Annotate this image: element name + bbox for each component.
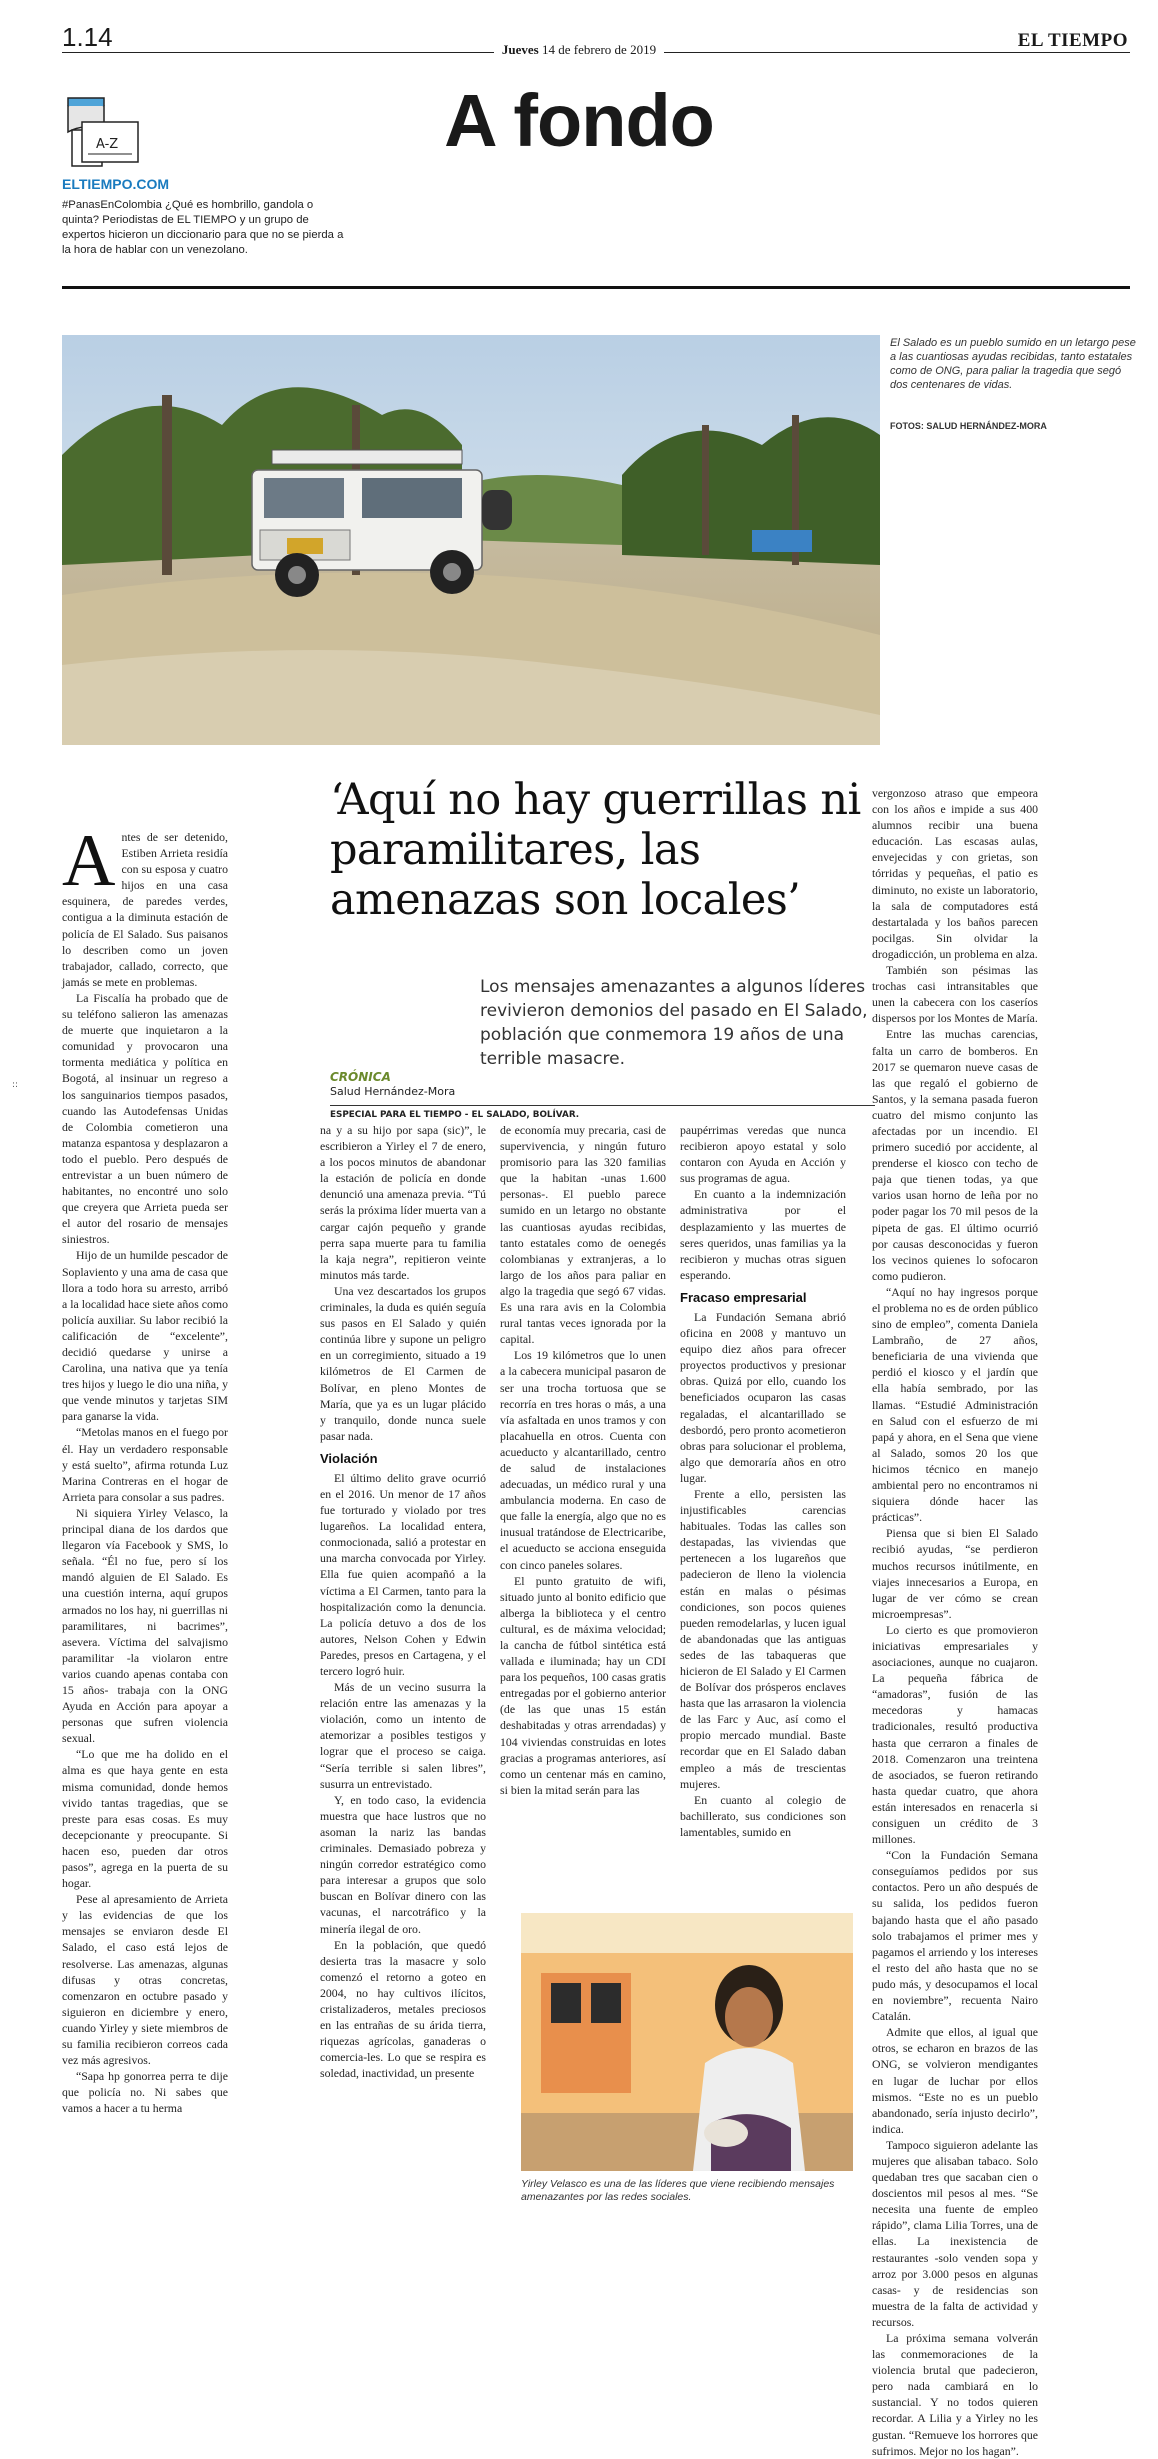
inset-caption: Yirley Velasco es una de las líderes que viene recibiendo mensajes amenazantes por las redes sociales. [521, 2178, 835, 2203]
body-paragraph: Hijo de un humilde pescador de Soplaviento y una ama de casa que llora a todo hora su arresto, arribó a la localidad hace siete años como policía auxiliar. Su labor recibió la calificación de “excelente”, decidió quedarse y unirse a Carolina, una nativa que ya tenía tres hijos y luego le dio una niña, y que vende minutos y tarjetas SIM para ganarse la vida. [62, 1248, 228, 1424]
body-paragraph: En cuanto a la indemnización administrativa por el desplazamiento y las muertes de seres queridos, unas familias ya la recibieron y muchas otras siguen esperando. [680, 1187, 846, 1282]
body-paragraph [62, 820, 228, 990]
web-tease: #PanasEnColombia ¿Qué es hombrillo, gandola o quinta? Periodistas de EL TIEMPO y un grupo de expertos hicieron un diccionario para que no se pierda a la hora de hablar con un venezolano. [62, 199, 344, 256]
svg-text:A-Z: A-Z [96, 137, 119, 152]
body-paragraph: En cuanto al colegio de bachillerato, sus condiciones son lamentables, sumido en [680, 1792, 846, 1839]
newspaper-brand: EL TIEMPO [1010, 30, 1128, 52]
site-name[interactable]: ELTIEMPO.COM [62, 176, 170, 192]
body-paragraph: vergonzoso atraso que empeora con los años e impide a sus 400 alumnos recibir una buena educación. Las escasas aulas, envejecidas y con grietas, son tórridas y pequeñas, el patio es diminuto, no existe un laboratorio, la sala de computadores está destartalada y los baños parecen pocilgas. Sin olvidar la drogadicción, un problema en alza. [872, 786, 1038, 961]
body-column-1 [62, 820, 228, 2224]
body-paragraph: Los 19 kilómetros que lo unen a la cabecera municipal pasaron de ser una trocha tortuosa que se recorría en tres horas o más, a una vía asfaltada en unos tramos y con placahuella en otros. Cuenta con acueducto y alcantarillado, centro de salud de instalaciones adecuadas, un médico rural y una ambulancia moderna. En caso de que falle la energía, algo que no es inusual tratándose de Electricaribe, el acueducto se acciona enseguida con cinco paneles solares. [500, 1348, 666, 1572]
section-rule [62, 286, 1130, 289]
body-column-2 [320, 1122, 486, 2224]
body-paragraph: Una vez descartados los grupos criminales, la duda es quién seguía sus pasos en El Salado y quién continúa libre y supone un peligro en un corregimiento, situado a 19 kilómetros de El Carmen de Bolívar, en pleno Montes de María, que ya es un lugar plácido y tranquilo, donde nunca suele pasar nada. [320, 1283, 486, 1443]
body-paragraph: Ni siquiera Yirley Velasco, la principal diana de los dardos que llegaron vía Facebook y SMS, lo señala. “Él no fue, pero sí los mandó alguien de El Salado. Es una cuestión interna, aquí grupos armados no los hay, ni guerrillas ni paramilitares, ni bacrimes”, asevera. Víctima del salvajismo paramilitar -la violaron entre varios cuando apenas contaba con 15 años- trabaja con la ONG Ayuda en Acción para apoyar a personas que sufren violencia sexual. [62, 1505, 228, 1746]
issue-date-rest: 14 de febrero de 2019 [542, 42, 657, 57]
subhead: Violación [320, 1450, 378, 1466]
body-paragraph: Frente a ello, persisten las injustificables carencias habituales. Todas las calles son destapadas, las viviendas que pertenecen a los lugareños que padecieron de lleno la violencia están en malas o pésimas condiciones, son pocos quienes pueden remodelarlas, y lucen igual de abandonadas que las antiguas sedes de las tabaqueras que hicieron de El Salado y El Carmen de Bolívar dos prósperos enclaves hasta que las arrasaron la violencia de las Farc y Auc, así como el propio mercado mundial. Baste recordar que en El Salado daban empleo a más de trescientas mujeres. [680, 1486, 846, 1791]
body-paragraph: “Metolas manos en el fuego por él. Hay un verdadero responsable y está suelto”, afirma rotunda Luz Marina Contreras en el hogar de Arrieta para consolar a sus padres. [62, 1425, 228, 1504]
dictionary-icon [62, 92, 144, 172]
body-paragraph: El punto gratuito de wifi, situado junto al bonito edificio que alberga la biblioteca y el centro cultural, es de máxima velocidad; la cancha de fútbol sintética está vallada e iluminada; hay un CDI para los pequeños, 100 casas gratis entregadas por el gobierno anterior (de las que unas 15 están deshabitadas y otras arrendadas) y 104 viviendas construidas en lotes gracias a programas anteriores, así como un centenar más en camino, si bien la mitad serán para las [500, 1573, 666, 1797]
issue-date-day: Jueves [501, 42, 539, 57]
body-paragraph: “Con la Fundación Semana conseguíamos pedidos por sus contactos. Pero un año después de su salida, los pedidos fueron bajando hasta que el año pasado solo trabajamos el primer mes y pagamos el arriendo y los intereses el resto del año hasta que no se pudo más, y desocupamos el local en noviembre”, recuenta Nairo Catalán. [872, 1848, 1038, 2024]
body-paragraph: Piensa que si bien El Salado recibió ayudas, “se perdieron muchos recursos inútilmente, en viajes innecesarios a Europa, en lugar de ver cómo se crean microempresas”. [872, 1526, 1038, 1621]
photo-credit: FOTOS: SALUD HERNÁNDEZ-MORA [890, 421, 1047, 431]
body-paragraph: Más de un vecino susurra la relación entre las amenazas y la violación, como un intento de atemorizar a posibles testigos y lograr que el proceso se caiga. “Sería terrible si salen libres”, susurra un entrevistado. [320, 1680, 486, 1791]
drop-cap: A [62, 820, 116, 902]
inset-photo [521, 1913, 853, 2171]
body-paragraph: La próxima semana volverán las conmemoraciones de la violencia brutal que padecieron, pero nada cambiará en lo sustancial. Y no todos quieren recordar. A Lilia y a Yirley no les gustan. “Remueve los horrores que sufrimos. Mejor no los hagan”. [872, 2331, 1038, 2458]
article-dateline: ESPECIAL PARA EL TIEMPO - EL SALADO, BOLÍVAR. [330, 1110, 580, 1120]
subhead: Fracaso empresarial [680, 1289, 807, 1305]
article-dek: Los mensajes amenazantes a algunos líderes revivieron demonios del pasado en El Salado, población que conmemora 19 años de una terrible masacre. [480, 977, 868, 1069]
body-paragraph: Entre las muchas carencias, falta un carro de bomberos. En 2017 se quemaron nueve casas de las que regaló el gobierno de Santos, y la semana pasada fueron cuatro del mismo conjunto las afectadas por un incendio. El primero sucedió por accidente, al prenderse el kiosco con techo de paja que tienen todas, ya que varios usan horno de leña por no poder pagar los 70 mil pesos de la pipeta de gas. El último ocurrió por causas desconocidas y fueron los vecinos quienes lo sofocaron como pudieron. [872, 1027, 1038, 1283]
dateline-rule [330, 1105, 875, 1106]
lead-text: ntes de ser detenido, Estiben Arrieta residía con su esposa y cuatro hijos en una casa esquinera, de paredes verdes, contigua a la diminuta estación de policía de El Salado. Sus paisanos lo describen como un joven trabajador, callado, correcto, que jamás se mete en problemas. [62, 830, 228, 989]
body-paragraph: También son pésimas las trochas casi intransitables que unen la cabecera con los caseríos dispersos por los Montes de María. [872, 963, 1038, 1026]
article-kicker: CRÓNICA [330, 1070, 391, 1084]
body-paragraph: paupérrimas veredas que nunca recibieron apoyo estatal y solo contaron con Ayuda en Acción y sus programas de agua. [680, 1123, 846, 1186]
body-paragraph: La Fiscalía ha probado que de su teléfono salieron las amenazas de muerte que inquietaron a la comunidad y provocaron una tormenta mediática y política en Bogotá, al insinuar un regreso a los sanguinarios tiempos pasados, cuando las Autodefensas Unidas de Colombia cometieron una matanza espantosa y desplazaron a todo el pueblo. Pero después de entrevistar a un buen número de habitantes, no encontré uno solo que creyera que Arrieta pueda ser el autor del rosario de mensajes siniestros. [62, 990, 228, 1247]
body-paragraph: En la población, que quedó desierta tras la masacre y solo comenzó el retorno a goteo en 2004, no hay cultivos ilícitos, cristalizaderos, metales preciosos en las entrañas de su árida tierra, riquezas agrícolas, ganaderas o comercia-les. Lo que se respira es soledad, inactividad, un presente [320, 1937, 486, 2081]
body-paragraph: na y a su hijo por sapa (sic)”, le escribieron a Yirley el 7 de enero, a los pocos minutos de abandonar la estación de policía en donde denunció una amenaza previa. “Tú serás la próxima líder muerta van a cargar cajón pequeño y grande perra sapa muerte para tu familia la kaja negra”, repitieron veinte minutos más tarde. [320, 1123, 486, 1282]
article-headline: ‘Aquí no hay guerrillas ni paramilitares, las amenazas son locales’ [330, 775, 861, 925]
body-paragraph: Pese al apresamiento de Arrieta y las evidencias de que los mensajes se enviaron desde El Salado, el caso está lejos de resolverse. Las amenazas, algunas difusas y otras concretas, comenzaron en octubre pasado y siguieron en diciembre y enero, cuando Yirley y siete miembros de su familia recibieron correos cada vez más agresivos. [62, 1892, 228, 2068]
body-column-5 [872, 785, 1038, 2458]
main-photo [62, 335, 880, 745]
body-paragraph: Admite que ellos, al igual que otros, se echaron en brazos de las ONG, se volvieron mendigantes en lugar de luchar por ellos mismos. “Este no es un pueblo abandonado, sería injusto decirlo”, indica. [872, 2025, 1038, 2136]
body-paragraph: “Sapa hp gonorrea perra te dije que policía no. Ni sabes que vamos a hacer a tu herma [62, 2069, 228, 2116]
article-byline: Salud Hernández-Mora [330, 1085, 456, 1098]
body-paragraph: La Fundación Semana abrió oficina en 2008 y mantuvo un equipo diez años para ofrecer proyectos productivos y presionar obras. Quizá por ello, cuando los beneficiados ocuparon las casas regaladas, el alcantarillado se desbordó, pero pronto acometieron obras para solucionar el problema, algo que demoraría años en otro lugar. [680, 1309, 846, 1485]
body-paragraph: de economía muy precaria, casi de supervivencia, y ningún futuro promisorio para las 320 familias que la habitan -unas 1.600 personas-. El pueblo parece sumido en un letargo no obstante las cuantiosas ayudas recibidas, tanto estatales como de oenegés colombianas y extranjeras, a lo largo de los años para paliar en algo la tragedia que segó 67 vidas. Es una rara avis en la Colombia rural tantas veces ignorada por la capital. [500, 1123, 666, 1347]
page-number: 1.14 [62, 22, 113, 52]
margin-mark: :: [12, 1080, 19, 1090]
issue-date [0, 42, 1158, 58]
body-paragraph: Tampoco siguieron adelante las mujeres que alisaban tabaco. Solo quedaban tres que sacaban cien o doscientos mil pesos al mes. “Se necesita una fuente de empleo rápido”, clama Lilia Torres, una de ellas. La inexistencia de restaurantes -solo venden sopa y arroz por 3.000 pesos en algunas casas- y de residencias son muestra de la falta de actividad y recursos. [872, 2137, 1038, 2329]
body-paragraph: Lo cierto es que promovieron iniciativas empresariales y asociaciones, aunque no cuajaron. La pequeña fábrica de “amadoras”, fusión de las mecedoras y hamacas tradicionales, resultó productiva hasta que cerraron a finales de 2018. Comenzaron una treintena de asociados, se fueron retirando hasta quedar cuatro, que ahora están interesados en renacerla si consiguen un crédito de 3 millones. [872, 1622, 1038, 1847]
section-title: A fondo [444, 79, 714, 162]
body-paragraph: Y, en todo caso, la evidencia muestra que hace lustros que no asoman la nariz las bandas criminales. Demasiado pobreza y ningún corredor estratégico como para interesar a grupos que solo buscan en Bolívar dinero con las vacunas, el narcotráfico y la minería ilegal de oro. [320, 1792, 486, 1936]
body-paragraph: El último delito grave ocurrió en el 2016. Un menor de 17 años fue torturado y violado por tres lugareños. La localidad entera, conmocionada, salió a protestar en una marcha convocada por Yirley. Ella fue quien acompañó a la víctima a El Carmen, tanto para la hospitalización como la denuncia. La policía detuvo a dos de los autores, Nelson Cohen y Edwin Paredes, presos en Cartagena, y el tercero logró huir. [320, 1470, 486, 1678]
body-paragraph: “Aquí no hay ingresos porque el problema no es de orden público sino de empleo”, comenta Daniela Lambraño, de 27 años, beneficiaria de una vivienda que perdió el kiosco y el jardín que ella había sembrado, por las llamas. “Estudié Administración en Salud con el esfuerzo de mi papá y ahora, en el Sena que viene al Salado, somos 20 los que hicimos técnico en manejo ambiental pero no encontramos ni siquiera dónde hacer las prácticas”. [872, 1284, 1038, 1525]
body-paragraph: “Lo que me ha dolido en el alma es que haya gente en esta misma comunidad, donde hemos vivido tantas tragedias, que se preste para esas cosas. Es muy decepcionante y preocupante. Si hacen eso, pueden dar otros pasos”, agrega en la puerta de su hogar. [62, 1747, 228, 1891]
body-column-4 [680, 1122, 846, 1882]
photo-caption: El Salado es un pueblo sumido en un letargo pese a las cuantiosas ayudas recibidas, tanto estatales como de ONG, para paliar la tragedia que segó dos centenares de vidas. [890, 337, 1136, 391]
